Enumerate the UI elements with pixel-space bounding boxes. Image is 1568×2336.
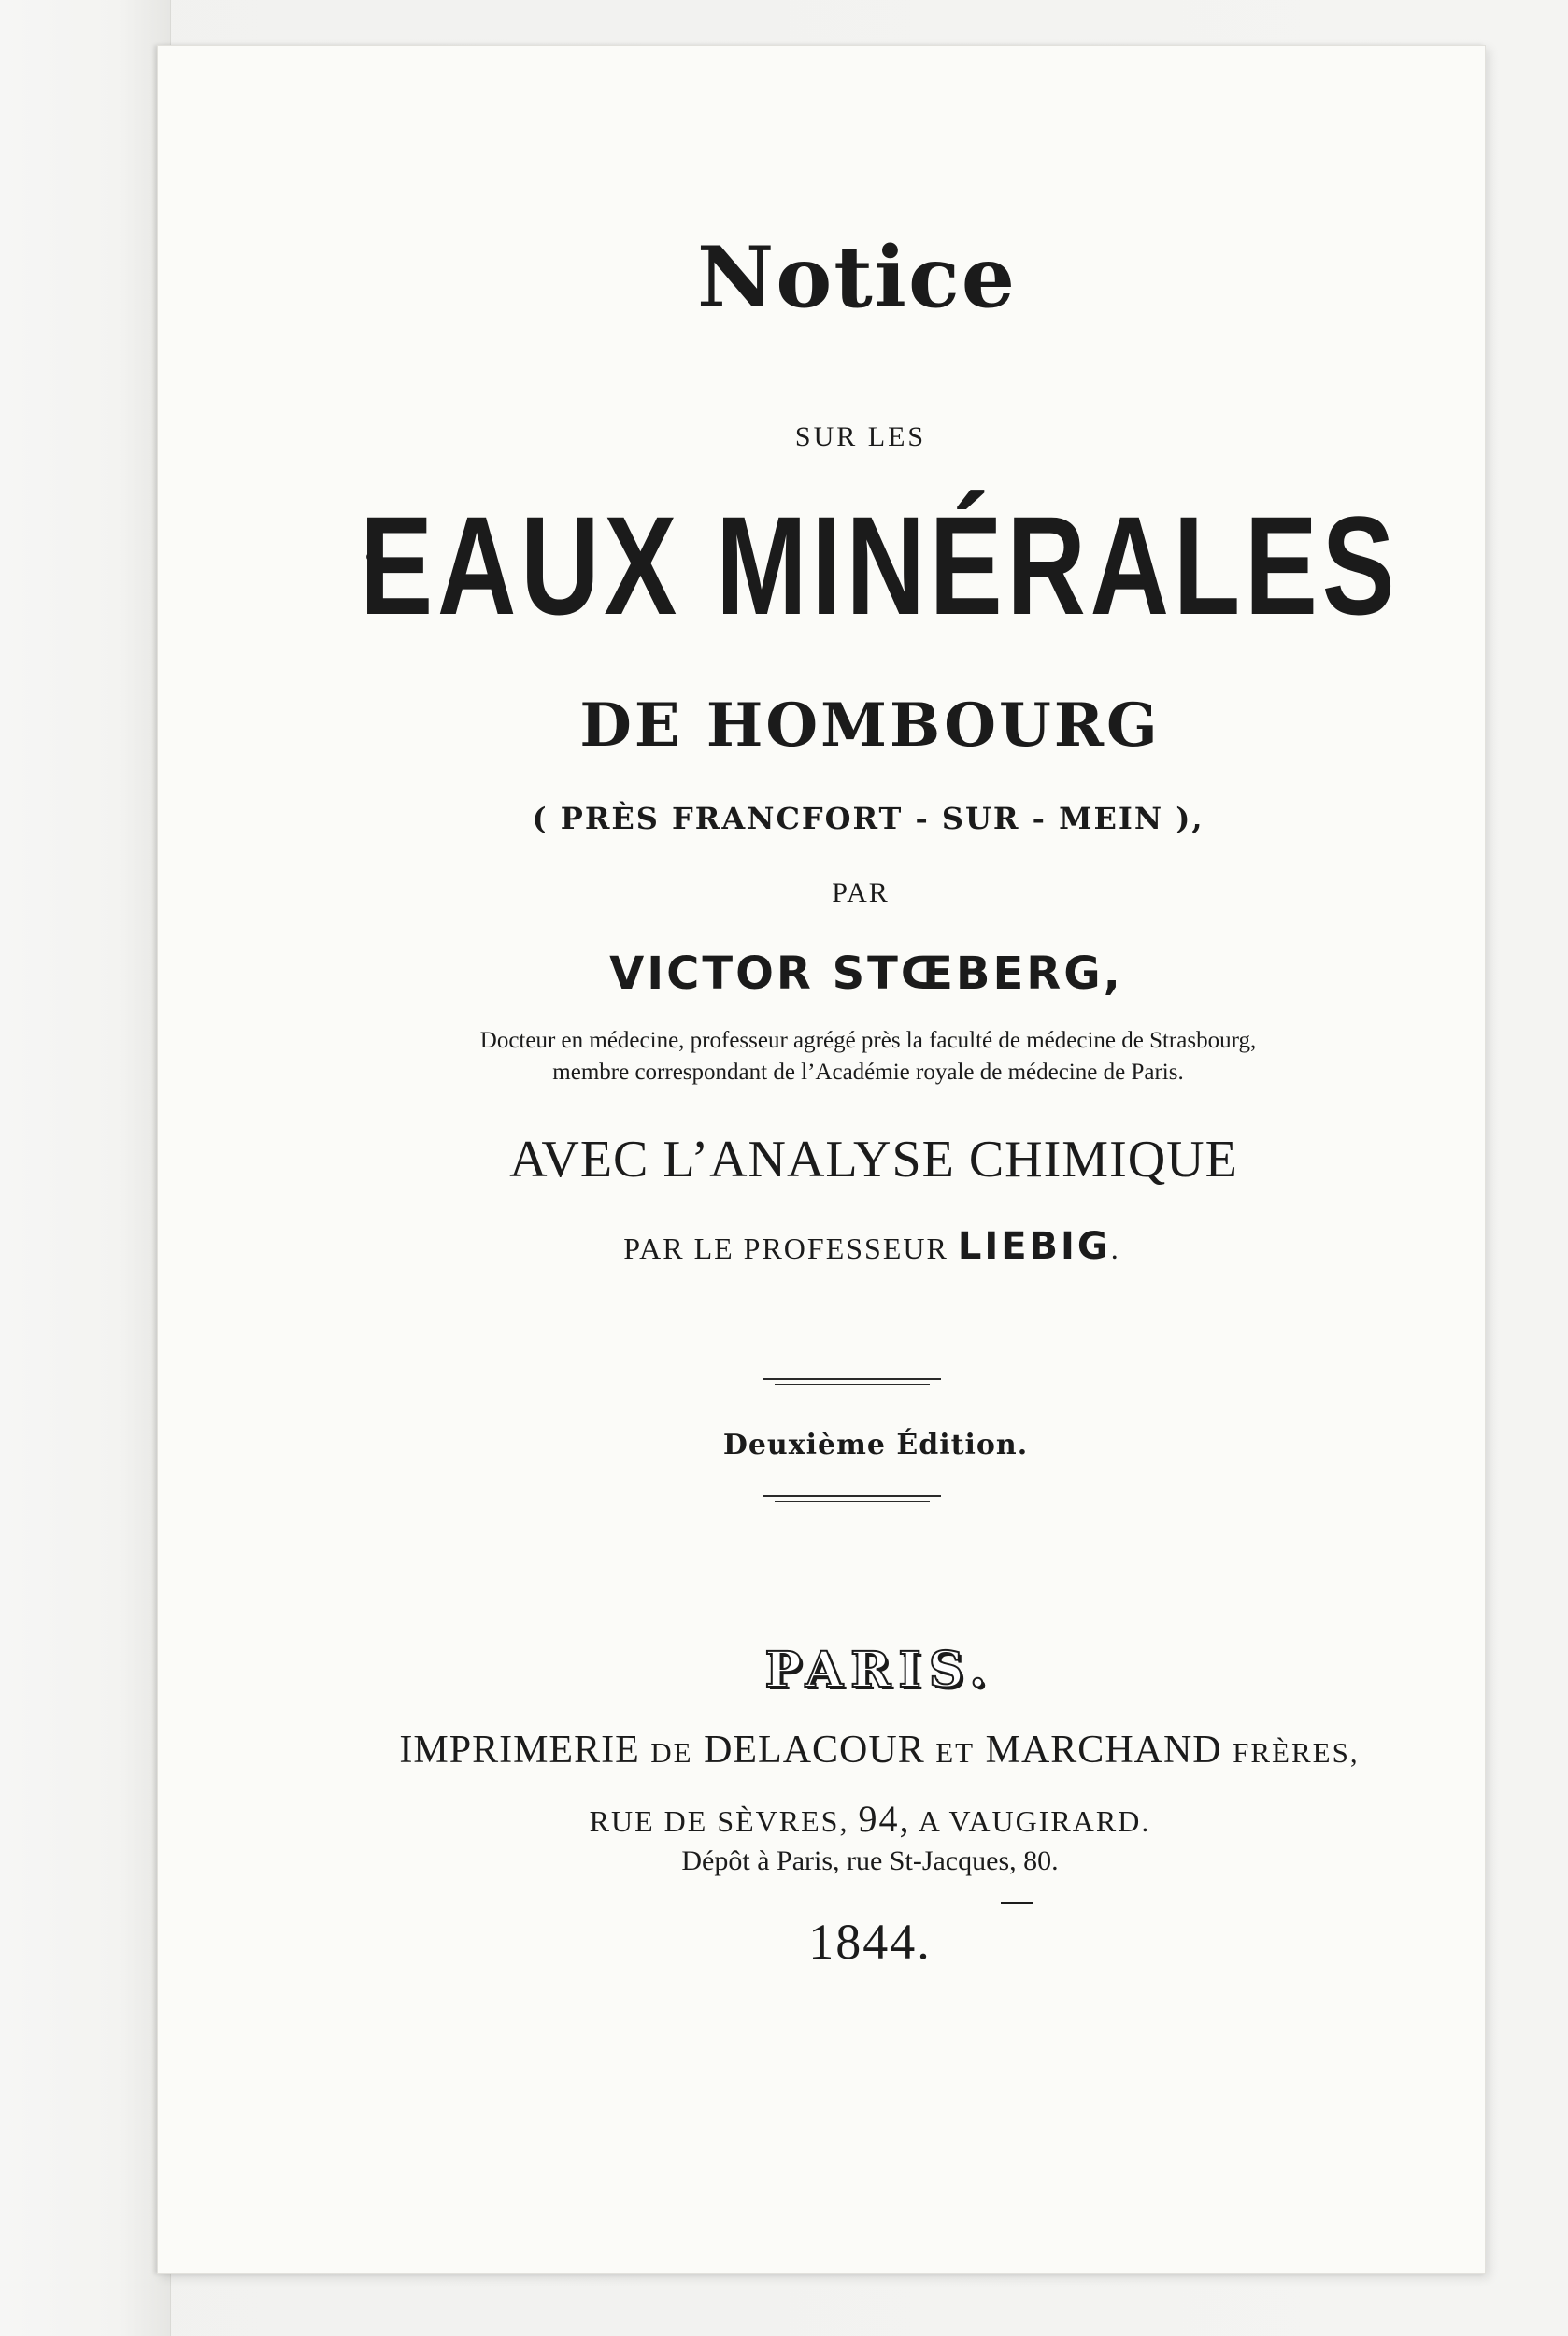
- short-rule: [1001, 1902, 1033, 1904]
- depot-line: Dépôt à Paris, rue St-Jacques, 80.: [681, 1845, 1059, 1876]
- location-text: ( PRÈS FRANCFORT - SUR - MEIN ),: [532, 801, 1205, 836]
- printer-word: DELACOUR: [704, 1729, 925, 1772]
- printer-line: [216, 1728, 1543, 1773]
- professor-suffix: .: [1110, 1232, 1120, 1265]
- printer-word: FRÈRES,: [1233, 1736, 1360, 1769]
- analysis-heading: AVEC L’ANALYSE CHIMIQUE: [509, 1131, 1238, 1189]
- printer-word: MARCHAND: [985, 1729, 1222, 1772]
- city-heading: PARIS.: [764, 1642, 994, 1699]
- divider-rule: [763, 1495, 941, 1497]
- address-number: 94,: [858, 1798, 911, 1840]
- printer-word: DE: [650, 1736, 693, 1769]
- sur-les-text: SUR LES: [794, 421, 927, 452]
- printer-word: IMPRIMERIE: [399, 1729, 640, 1772]
- professor-line: [208, 1225, 1535, 1268]
- credentials-line-2: membre correspondant de l’Académie royale de médecine de Paris.: [552, 1060, 1184, 1085]
- credentials-line-1: Docteur en médecine, professeur agrégé près la faculté de médecine de Strasbourg,: [479, 1028, 1257, 1053]
- divider-rule: [763, 1378, 941, 1380]
- publication-year: 1844.: [808, 1914, 932, 1970]
- address-locality: A VAUGIRARD.: [918, 1804, 1151, 1838]
- printer-word: ET: [935, 1736, 976, 1769]
- author-credentials: [205, 1025, 1532, 1089]
- main-title: EAUX MINÉRALES: [360, 487, 1400, 644]
- professor-name: LIEBIG: [957, 1225, 1111, 1268]
- address-line: [207, 1797, 1533, 1841]
- address-street: RUE DE SÈVRES,: [589, 1804, 849, 1838]
- professor-prefix: PAR LE PROFESSEUR: [623, 1232, 948, 1265]
- facing-page-edge: [0, 0, 171, 2336]
- par-text: PAR: [832, 877, 890, 908]
- edition-text: Deuxième Édition.: [722, 1429, 1029, 1461]
- subtitle: DE HOMBOURG: [579, 691, 1161, 761]
- author-name: VICTOR STŒBERG,: [609, 947, 1123, 1000]
- notice-heading: Notice: [696, 228, 1018, 327]
- title-page: [157, 45, 1486, 2274]
